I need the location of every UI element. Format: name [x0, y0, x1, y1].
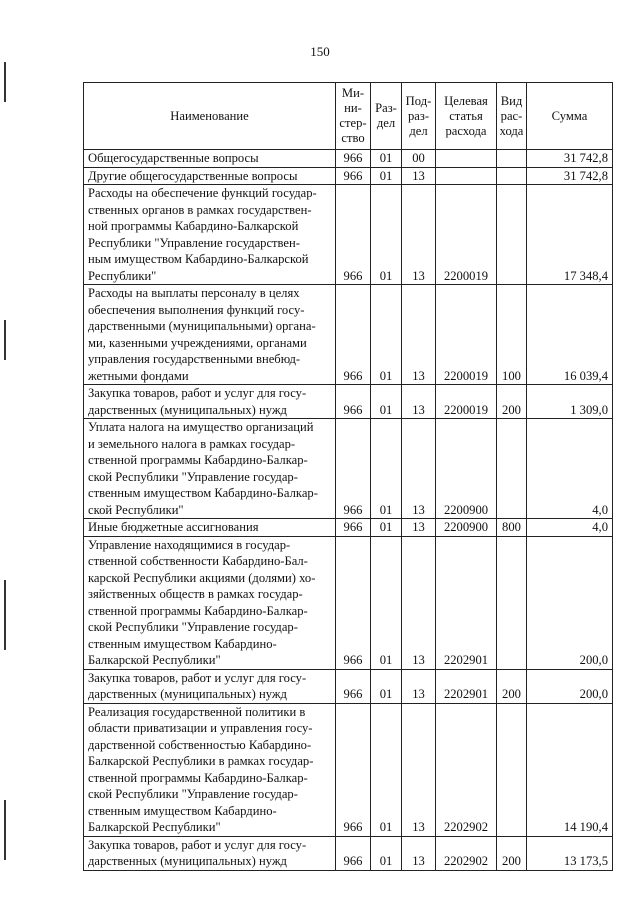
scan-edge-mark: [4, 62, 6, 102]
header-section: [371, 83, 402, 150]
table-row: [84, 669, 613, 703]
cell-target: 2200019: [436, 385, 497, 419]
cell-target: 2200019: [436, 185, 497, 285]
cell-subsection: 13: [402, 536, 436, 669]
cell-subsection: 13: [402, 836, 436, 870]
cell-section: 01: [371, 150, 402, 168]
cell-subsection: 13: [402, 185, 436, 285]
header-name-label: Наименование: [170, 108, 249, 123]
cell-amount: 31 742,8: [527, 150, 613, 168]
cell-subsection: 13: [402, 703, 436, 836]
header-ministry: [336, 83, 371, 150]
cell-ministry: 966: [336, 519, 371, 537]
cell-section: 01: [371, 536, 402, 669]
header-expense-type-label: Вид рас- хода: [499, 93, 524, 138]
cell-amount: 200,0: [527, 536, 613, 669]
cell-section: 01: [371, 285, 402, 385]
cell-ministry: 966: [336, 419, 371, 519]
cell-subsection: 13: [402, 285, 436, 385]
cell-ministry: 966: [336, 285, 371, 385]
table-row: [84, 167, 613, 185]
header-row: [84, 83, 613, 150]
cell-amount: 13 173,5: [527, 836, 613, 870]
cell-target: [436, 150, 497, 168]
cell-section: 01: [371, 836, 402, 870]
table-row: [84, 385, 613, 419]
cell-section: 01: [371, 419, 402, 519]
cell-expense-type: 200: [497, 385, 527, 419]
header-subsection: [402, 83, 436, 150]
cell-subsection: 13: [402, 419, 436, 519]
table-row: [84, 285, 613, 385]
budget-table: [83, 82, 613, 871]
cell-name: Иные бюджетные ассигнования: [84, 519, 336, 537]
cell-ministry: 966: [336, 150, 371, 168]
cell-expense-type: 200: [497, 669, 527, 703]
cell-section: 01: [371, 185, 402, 285]
header-target-label: Целевая статья расхода: [444, 93, 488, 138]
cell-target: 2200900: [436, 519, 497, 537]
header-section-label: Раз- дел: [375, 101, 397, 130]
cell-target: 2200900: [436, 419, 497, 519]
header-name: [84, 83, 336, 150]
cell-ministry: 966: [336, 536, 371, 669]
cell-ministry: 966: [336, 385, 371, 419]
cell-subsection: 13: [402, 519, 436, 537]
cell-name: Уплата налога на имущество организаций и земельного налога в рамках государ- ственной программы Кабардино-Балкар- ской Республики "Управление государ- ственным имуществом Кабардино-Балкар- ской Республики": [84, 419, 336, 519]
header-amount: [527, 83, 613, 150]
cell-name: Расходы на обеспечение функций государ- ственных органов в рамках государствен- ной программы Кабардино-Балкарской Республики "Управление государствен- ным имуществом Кабардино-Балкарской Республики": [84, 185, 336, 285]
scan-edge-mark: [4, 800, 6, 860]
cell-amount: 1 309,0: [527, 385, 613, 419]
header-target: [436, 83, 497, 150]
cell-expense-type: [497, 703, 527, 836]
cell-amount: 31 742,8: [527, 167, 613, 185]
table-row: [84, 836, 613, 870]
cell-expense-type: 100: [497, 285, 527, 385]
cell-expense-type: [497, 419, 527, 519]
table-row: [84, 419, 613, 519]
cell-amount: 17 348,4: [527, 185, 613, 285]
table-row: [84, 185, 613, 285]
table-row: [84, 703, 613, 836]
cell-section: 01: [371, 167, 402, 185]
cell-section: 01: [371, 519, 402, 537]
cell-name: Расходы на выплаты персоналу в целях обеспечения выполнения функций госу- дарственными (муниципальными) органа- ми, казенными учреждениями, органами управления государственными внебюд- жетными фондами: [84, 285, 336, 385]
cell-expense-type: [497, 167, 527, 185]
cell-expense-type: 200: [497, 836, 527, 870]
cell-subsection: 13: [402, 167, 436, 185]
cell-expense-type: [497, 185, 527, 285]
scan-edge-mark: [4, 320, 6, 360]
cell-amount: 14 190,4: [527, 703, 613, 836]
cell-ministry: 966: [336, 185, 371, 285]
cell-target: 2202902: [436, 703, 497, 836]
cell-target: 2202901: [436, 669, 497, 703]
scan-edge-mark: [4, 580, 6, 650]
cell-subsection: 13: [402, 385, 436, 419]
cell-target: 2200019: [436, 285, 497, 385]
cell-ministry: 966: [336, 167, 371, 185]
cell-target: 2202902: [436, 836, 497, 870]
header-expense-type: [497, 83, 527, 150]
header-amount-label: Сумма: [551, 108, 588, 123]
cell-name: Реализация государственной политики в области приватизации и управления госу- дарственной собственностью Кабардино- Балкарской Республики в рамках государ- ственной программы Кабардино-Балкар- ской Республики "Управление государ- ственным имуществом Кабардино- Балкарской Республики": [84, 703, 336, 836]
cell-amount: 200,0: [527, 669, 613, 703]
cell-amount: 4,0: [527, 419, 613, 519]
header-ministry-label: Ми- ни- стер- ство: [339, 86, 367, 145]
cell-expense-type: [497, 536, 527, 669]
cell-name: Общегосударственные вопросы: [84, 150, 336, 168]
cell-section: 01: [371, 385, 402, 419]
cell-expense-type: 800: [497, 519, 527, 537]
cell-name: Закупка товаров, работ и услуг для госу- дарственных (муниципальных) нужд: [84, 385, 336, 419]
cell-name: Другие общегосударственные вопросы: [84, 167, 336, 185]
cell-ministry: 966: [336, 836, 371, 870]
page-number: 150: [310, 44, 330, 59]
cell-target: 2202901: [436, 536, 497, 669]
table-row: [84, 519, 613, 537]
cell-section: 01: [371, 703, 402, 836]
table-row: [84, 150, 613, 168]
cell-target: [436, 167, 497, 185]
cell-ministry: 966: [336, 669, 371, 703]
cell-amount: 4,0: [527, 519, 613, 537]
cell-name: Закупка товаров, работ и услуг для госу- дарственных (муниципальных) нужд: [84, 836, 336, 870]
header-subsection-label: Под- раз- дел: [405, 93, 432, 138]
cell-amount: 16 039,4: [527, 285, 613, 385]
cell-ministry: 966: [336, 703, 371, 836]
cell-subsection: 00: [402, 150, 436, 168]
cell-expense-type: [497, 150, 527, 168]
cell-name: Закупка товаров, работ и услуг для госу- дарственных (муниципальных) нужд: [84, 669, 336, 703]
cell-name: Управление находящимися в государ- ственной собственности Кабардино-Бал- карской Республики акциями (долями) хо- зяйственных обществ в рамках государ- ственной программы Кабардино-Балкар- ской Республики "Управление государ- ственным имуществом Кабардино- Балкарской Республики": [84, 536, 336, 669]
cell-subsection: 13: [402, 669, 436, 703]
table-row: [84, 536, 613, 669]
cell-section: 01: [371, 669, 402, 703]
